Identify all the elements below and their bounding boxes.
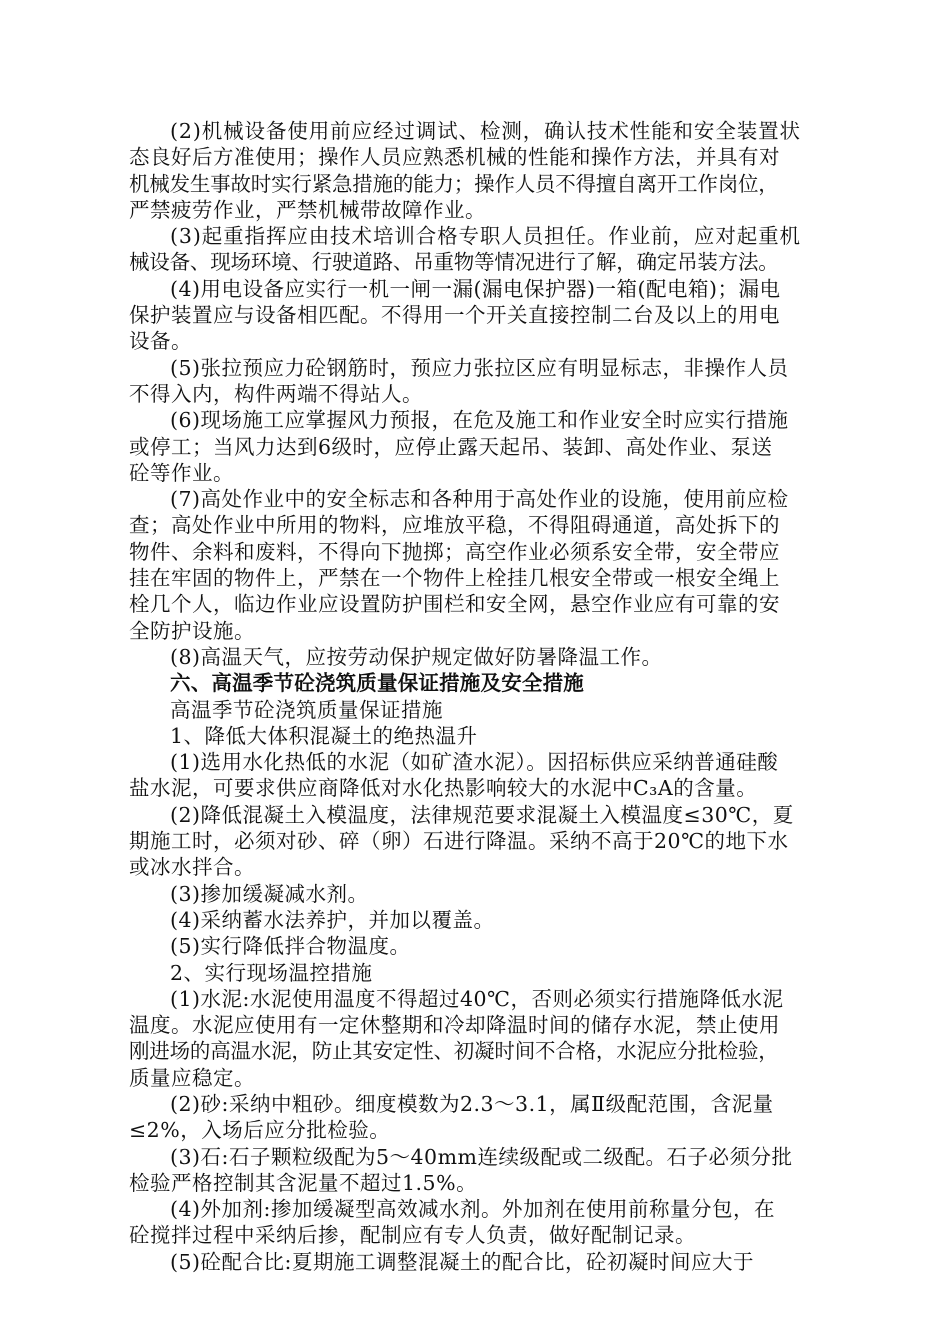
paragraph-line: (3)掺加缓凝减水剂。	[170, 881, 369, 906]
paragraph-line: 挂在牢固的物件上，严禁在一个物件上栓挂几根安全带或一根安全绳上	[129, 566, 780, 591]
paragraph-line: 设备。	[129, 329, 192, 354]
paragraph-line: 检验严格控制其含泥量不超过1.5%。	[129, 1170, 478, 1195]
paragraph-line: 刚进场的高温水泥，防止其安定性、初凝时间不合格，水泥应分批检验，	[129, 1039, 779, 1064]
paragraph-line: 温度。水泥应使用有一定休整期和冷却降温时间的储存水泥，禁止使用	[129, 1013, 780, 1038]
paragraph-line: (3)石:石子颗粒级配为5～40mm连续级配或二级配。石子必须分批	[170, 1144, 793, 1169]
paragraph-line: 1、降低大体积混凝土的绝热温升	[170, 723, 478, 748]
document-body	[129, 118, 841, 1275]
paragraph-line: 或停工；当风力达到6级时，应停止露天起吊、装卸、高处作业、泵送	[129, 434, 773, 459]
paragraph-line: (5)张拉预应力砼钢筋时，预应力张拉区应有明显标志，非操作人员	[170, 355, 789, 380]
paragraph-line: (7)高处作业中的安全标志和各种用于高处作业的设施，使用前应检	[170, 487, 789, 512]
paragraph-line: 严禁疲劳作业，严禁机械带故障作业。	[129, 197, 486, 222]
paragraph-line: (4)用电设备应实行一机一闸一漏(漏电保护器)一箱(配电箱)；漏电	[170, 276, 781, 301]
section-heading: 六、高温季节砼浇筑质量保证措施及安全措施	[170, 671, 584, 696]
paragraph-line: (2)砂:采纳中粗砂。细度模数为2.3～3.1，属Ⅱ级配范围，含泥量	[170, 1091, 774, 1116]
paragraph-line: (4)外加剂:掺加缓凝型高效减水剂。外加剂在使用前称量分包，在	[170, 1197, 775, 1222]
paragraph-line: (2)降低混凝土入模温度，法律规范要求混凝土入模温度≤30℃，夏	[170, 802, 794, 827]
paragraph-line: 物件、余料和废料，不得向下抛掷；高空作业必须系安全带，安全带应	[129, 539, 780, 564]
paragraph-line: 不得入内，构件两端不得站人。	[129, 381, 423, 406]
safety-measures-section	[129, 118, 841, 670]
paragraph-line: 态良好后方准使用；操作人员应熟悉机械的性能和操作方法，并具有对	[129, 145, 780, 170]
paragraph-line: (6)现场施工应掌握风力预报，在危及施工和作业安全时应实行措施	[170, 408, 789, 433]
paragraph-line: (3)起重指挥应由技术培训合格专职人员担任。作业前，应对起重机	[170, 224, 801, 249]
paragraph-line: 期施工时，必须对砂、碎（卵）石进行降温。采纳不高于20℃的地下水	[129, 829, 789, 854]
paragraph-line: 保护装置应与设备相匹配。不得用一个开关直接控制二台及以上的用电	[129, 303, 780, 328]
paragraph-line: 砼搅拌过程中采纳后掺，配制应有专人负责，做好配制记录。	[129, 1223, 696, 1248]
paragraph-line: 机械发生事故时实行紧急措施的能力；操作人员不得擅自离开工作岗位，	[129, 171, 779, 196]
paragraph-line: (5)砼配合比:夏期施工调整混凝土的配合比，砼初凝时间应大于	[170, 1249, 754, 1274]
paragraph-line: (1)水泥:水泥使用温度不得超过40℃，否则必须实行措施降低水泥	[170, 986, 784, 1011]
paragraph-line: (5)实行降低拌合物温度。	[170, 934, 411, 959]
paragraph-line: 质量应稳定。	[129, 1065, 255, 1090]
paragraph-line: ≤2%，入场后应分批检验。	[129, 1118, 391, 1143]
paragraph-line: 全防护设施。	[129, 618, 255, 643]
paragraph-line: (2)机械设备使用前应经过调试、检测，确认技术性能和安全装置状	[170, 119, 801, 143]
paragraph-line: 栓几个人，临边作业应设置防护围栏和安全网，悬空作业应有可靠的安	[129, 592, 780, 617]
paragraph-line: (4)采纳蓄水法养护，并加以覆盖。	[170, 907, 495, 932]
paragraph-line: 查；高处作业中所用的物料，应堆放平稳，不得阻碍通道，高处拆下的	[129, 513, 780, 538]
paragraph-line: 盐水泥，可要求供应商降低对水化热影响较大的水泥中C₃A的含量。	[129, 776, 758, 801]
paragraph-line: 械设备、现场环境、行驶道路、吊重物等情况进行了解，确定吊装方法。	[129, 250, 779, 275]
paragraph-line: 砼等作业。	[129, 460, 234, 485]
paragraph-line: 2、实行现场温控措施	[170, 960, 373, 985]
paragraph-line: (1)选用水化热低的水泥（如矿渣水泥）。因招标供应采纳普通硅酸	[170, 750, 779, 775]
quality-measures-section	[129, 697, 841, 1276]
paragraph-line: 高温季节砼浇筑质量保证措施	[170, 697, 443, 722]
paragraph-line: (8)高温天气，应按劳动保护规定做好防暑降温工作。	[170, 644, 663, 669]
paragraph-line: 或冰水拌合。	[129, 855, 255, 880]
